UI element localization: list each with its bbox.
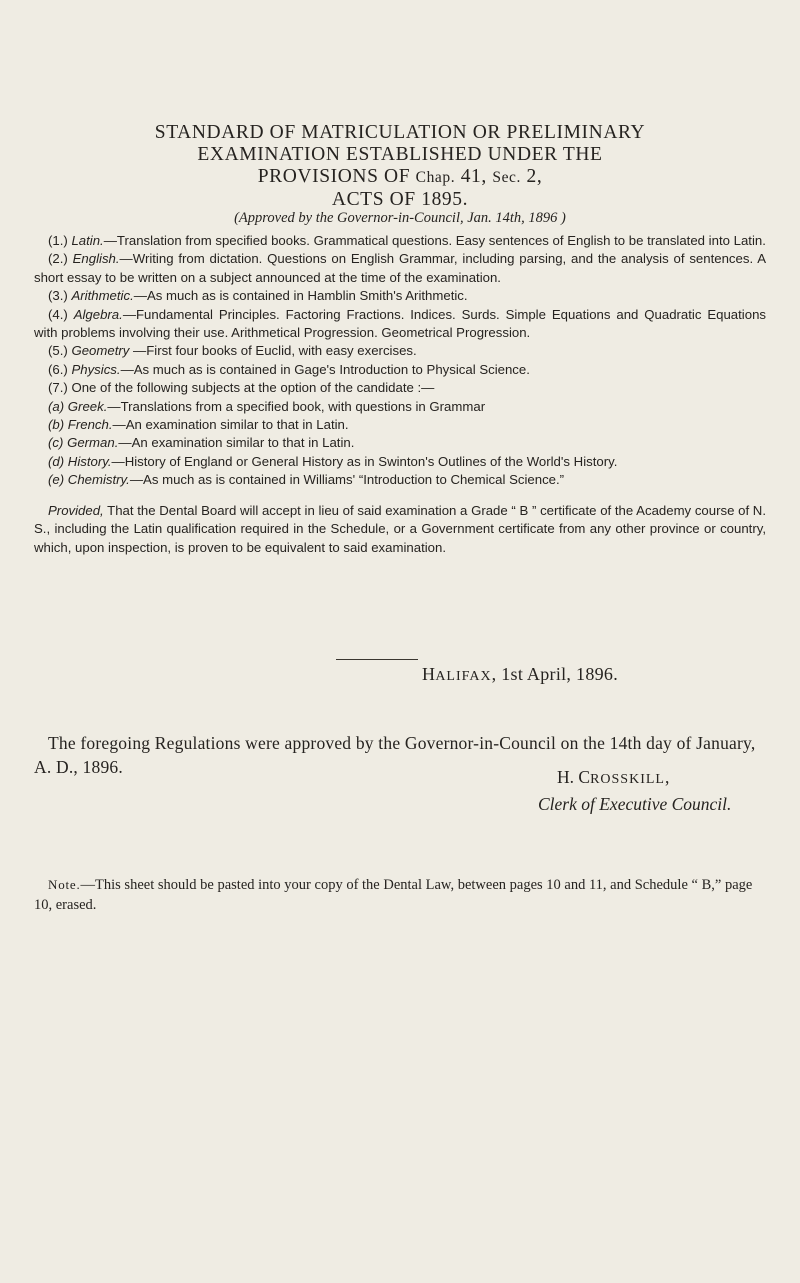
place-rest: ALIFAX xyxy=(435,669,492,684)
subject-item xyxy=(34,250,766,287)
title-sec: Sec. xyxy=(492,169,521,186)
section-divider xyxy=(336,659,418,660)
subject-number: (a) xyxy=(48,398,65,414)
proviso-lead: Provided, xyxy=(48,502,104,518)
subject-description: —Translation from specified books. Grammatical questions. Easy sentences of English to be translated into Latin. xyxy=(103,233,766,248)
title-chap: Chap. xyxy=(415,169,456,186)
subject-heading: French. xyxy=(67,417,113,433)
title-line-3-post: 41, xyxy=(455,166,493,187)
footnote xyxy=(34,875,766,915)
signatory-comma: , xyxy=(664,767,670,787)
subject-heading: Chemistry. xyxy=(67,472,130,488)
subject-description: —An examination similar to that in Latin. xyxy=(118,435,355,451)
subject-number: (3.) xyxy=(48,288,68,304)
subject-item xyxy=(34,306,766,343)
title-line-4: ACTS OF 1895. xyxy=(331,189,469,210)
subject-item xyxy=(34,287,766,305)
subject-heading: Algebra. xyxy=(73,306,123,322)
subject-number: (7.) xyxy=(48,380,68,396)
signatory-name xyxy=(557,767,669,787)
subject-heading: Latin. xyxy=(71,233,104,248)
subject-description: —History of England or General History as in Swinton's Outlines of the World's History. xyxy=(111,453,618,469)
subject-number: (2.) xyxy=(48,251,68,267)
subject-item xyxy=(34,379,766,397)
subject-heading: Greek. xyxy=(67,398,108,414)
subject-number: (b) xyxy=(48,417,65,433)
subject-description: —As much as is contained in Gage's Introduction to Physical Science. xyxy=(120,361,530,377)
signatory-surname-rest: ROSSKILL xyxy=(590,772,665,787)
subject-item xyxy=(34,361,766,379)
subject-description: —First four books of Euclid, with easy exercises. xyxy=(129,343,417,359)
signature-block xyxy=(538,765,732,816)
subject-heading: Physics. xyxy=(71,361,121,377)
subject-number: (4.) xyxy=(48,306,68,322)
subject-item xyxy=(34,453,766,471)
place-initial: H xyxy=(422,664,436,684)
subject-heading: English. xyxy=(72,251,120,267)
proviso-paragraph xyxy=(34,502,766,557)
note-lead: Note. xyxy=(48,876,81,892)
subject-description: —An examination similar to that in Latin. xyxy=(112,417,349,433)
title-line-1: STANDARD OF MATRICULATION OR PRELIMINARY xyxy=(154,122,646,143)
subject-description: —Translations from a specified book, with questions in Grammar xyxy=(107,398,486,414)
subject-heading: History. xyxy=(67,453,112,469)
subject-item xyxy=(34,471,766,489)
subject-heading: Geometry xyxy=(71,343,130,359)
place-date: , 1st April, 1896. xyxy=(491,664,619,684)
subject-item xyxy=(34,232,766,250)
subject-description: —As much as is contained in Williams' “Introduction to Chemical Science.” xyxy=(129,472,565,488)
subject-number: (1.) xyxy=(48,233,68,248)
subject-heading: German. xyxy=(67,435,119,451)
signatory-initials: H. C xyxy=(557,767,591,787)
subject-item xyxy=(34,434,766,452)
title-line-3-end: 2, xyxy=(521,166,543,187)
document-title xyxy=(70,122,730,211)
title-line-2: EXAMINATION ESTABLISHED UNDER THE xyxy=(197,144,603,165)
subject-list xyxy=(34,232,766,490)
subject-description: One of the following subjects at the option of the candidate :— xyxy=(71,380,435,396)
subject-description: —Fundamental Principles. Factoring Fractions. Indices. Surds. Simple Equations and Quadratic Equations with problems involving their use. Arithmetical Progression. Geometrical Progression. xyxy=(34,306,766,341)
subject-number: (6.) xyxy=(48,361,68,377)
subject-number: (d) xyxy=(48,453,65,469)
subject-number: (5.) xyxy=(48,343,68,359)
subject-number: (e) xyxy=(48,472,65,488)
subject-heading: Arithmetic. xyxy=(71,288,134,304)
place-date-line xyxy=(422,664,618,685)
note-text: —This sheet should be pasted into your copy of the Dental Law, between pages 10 and 11, and Schedule “ B,” page 10, erased. xyxy=(34,876,753,913)
subject-item xyxy=(34,342,766,360)
signatory-role: Clerk of Executive Council. xyxy=(538,794,732,814)
title-line-3-pre: PROVISIONS OF xyxy=(257,166,416,187)
subject-item xyxy=(34,416,766,434)
proviso-text: That the Dental Board will accept in lieu of said examination a Grade “ B ” certificate of the Academy course of N. S., including the Latin qualification required in the Schedule, or a Government certificate from any other province or country, which, upon inspection, is proven to be equivalent to said examination. xyxy=(34,502,766,555)
approval-subtitle: (Approved by the Governor-in-Council, Jan. 14th, 1896 ) xyxy=(234,210,566,226)
subject-item xyxy=(34,398,766,416)
title-line-3 xyxy=(70,166,730,189)
approval-statement: The foregoing Regulations were approved by the Governor-in-Council on the 14th day of January, A. D., 1896. xyxy=(34,732,756,777)
subject-number: (c) xyxy=(48,435,64,451)
regulations-body xyxy=(34,232,766,570)
subject-description: —As much as is contained in Hamblin Smith's Arithmetic. xyxy=(133,288,468,304)
subject-description: —Writing from dictation. Questions on English Grammar, including parsing, and the analysis of sentences. A short essay to be written on a subject announced at the time of the examination. xyxy=(34,251,767,285)
